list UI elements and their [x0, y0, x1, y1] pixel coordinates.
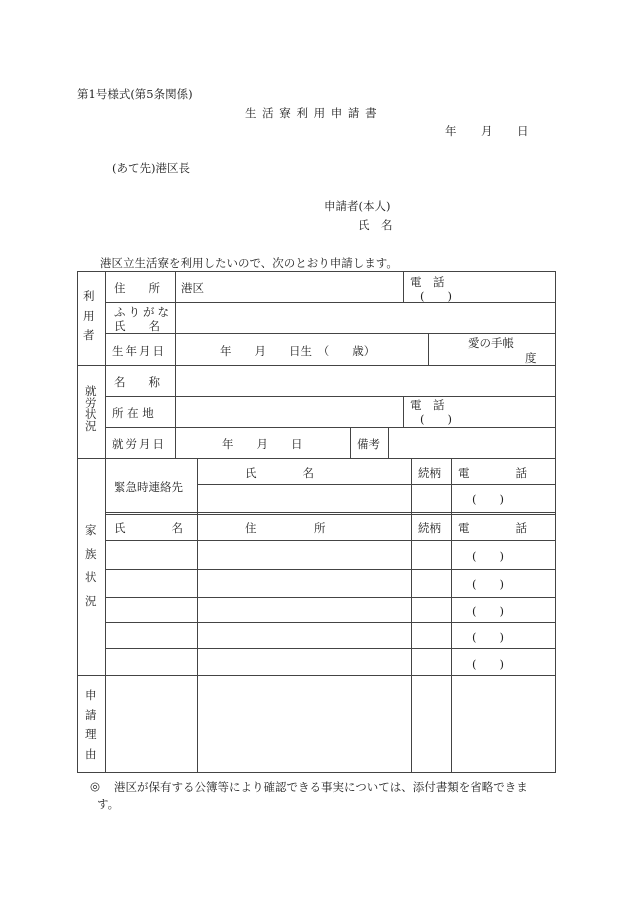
footnote-line1: 港区が保有する公簿等により確認できる事実については、添付書類を省略できま — [114, 780, 528, 794]
date-day-label: 日 — [517, 124, 529, 138]
addressee: (あて先)港区長 — [112, 161, 190, 175]
family-section-heading: 家 族 状 況 — [85, 523, 97, 608]
emergency-name-header: 氏 名 — [245, 466, 314, 480]
intro-text: 港区立生活寮を利用したいので、次のとおり申請します。 — [100, 256, 398, 270]
applicant-name-label: 氏 名 — [358, 218, 393, 232]
family-relation-header: 続柄 — [418, 521, 441, 535]
emergency-phone-header: 電 話 — [458, 466, 527, 480]
handbook-label: 愛の手帳 — [468, 336, 514, 350]
remarks-label: 備考 — [357, 437, 380, 451]
work-date-label: 就労月日 — [112, 437, 166, 451]
emergency-contact-label: 緊急時連絡先 — [114, 480, 183, 494]
birth-value[interactable]: 年 月 日生 （ 歳） — [220, 344, 376, 358]
date-year-label: 年 — [445, 124, 457, 138]
family-row-phone[interactable]: ( ) — [472, 549, 504, 563]
emergency-phone-paren[interactable]: ( ) — [472, 492, 504, 506]
workplace-location-label: 所 在 地 — [112, 406, 154, 420]
user-phone-paren[interactable]: ( ) — [420, 289, 452, 303]
family-row-phone[interactable]: ( ) — [472, 657, 504, 671]
handbook-suffix: 度 — [525, 351, 537, 365]
reason-section-heading: 申 請 理 由 — [85, 688, 97, 761]
work-phone-label: 電 話 — [410, 398, 445, 412]
applicant-label: 申請者(本人) — [324, 199, 391, 213]
footnote-mark: ◎ — [90, 779, 101, 793]
date-month-label: 月 — [481, 124, 493, 138]
family-row-phone[interactable]: ( ) — [472, 630, 504, 644]
family-phone-header: 電 話 — [458, 521, 527, 535]
family-address-header: 住 所 — [245, 521, 326, 535]
address-label: 住 所 — [114, 281, 160, 295]
footnote-line2: す。 — [97, 797, 120, 811]
address-value[interactable]: 港区 — [181, 281, 204, 295]
workplace-name-label: 名 称 — [114, 375, 160, 389]
family-name-header: 氏 名 — [114, 521, 183, 535]
furigana-label: ふりがな — [114, 305, 172, 319]
family-row-phone[interactable]: ( ) — [472, 577, 504, 591]
work-section-heading: 就 労 状 況 — [85, 384, 97, 433]
family-row-phone[interactable]: ( ) — [472, 604, 504, 618]
user-phone-label: 電 話 — [410, 275, 445, 289]
birth-label: 生年月日 — [112, 344, 166, 358]
form-number: 第1号様式(第5条関係) — [77, 87, 193, 101]
form-title: 生 活 寮 利 用 申 請 書 — [245, 106, 378, 120]
user-section-heading: 利 用 者 — [83, 289, 95, 342]
emergency-relation-header: 続柄 — [418, 466, 441, 480]
user-name-label: 氏 名 — [114, 319, 160, 333]
work-phone-paren[interactable]: ( ) — [420, 412, 452, 426]
reason-input-area[interactable] — [107, 677, 195, 771]
work-date-value[interactable]: 年 月 日 — [222, 437, 303, 451]
